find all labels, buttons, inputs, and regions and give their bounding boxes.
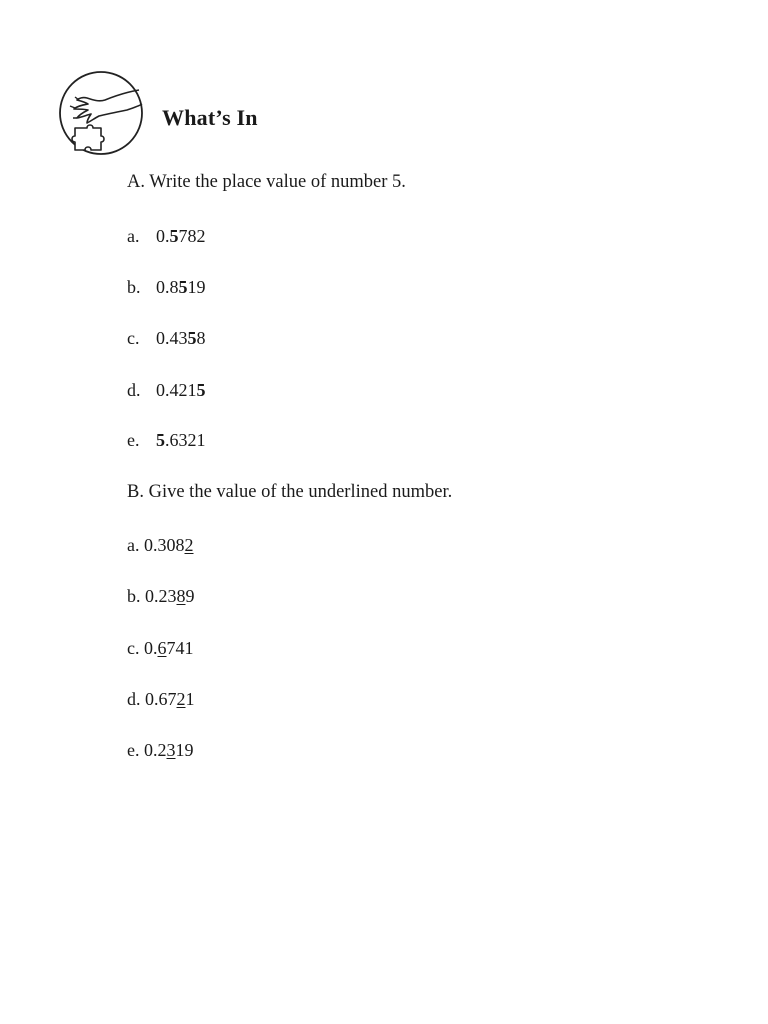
section-heading: What’s In [162, 105, 258, 130]
item-number-suffix: 9 [185, 586, 195, 606]
hand-puzzle-icon [57, 70, 147, 158]
item-number-highlight: 5 [169, 226, 179, 246]
item-number-suffix: 1 [185, 689, 195, 709]
item-number-underlined: 2 [184, 535, 194, 555]
part-a-item [127, 380, 206, 401]
part-b-item [127, 689, 195, 710]
item-number-highlight: 5 [187, 328, 197, 348]
part-a-item [127, 226, 206, 247]
item-number-suffix: 741 [166, 638, 194, 658]
item-number-highlight: 5 [156, 430, 165, 450]
item-number-suffix: 19 [187, 277, 206, 297]
item-label: b. [127, 586, 141, 606]
item-number-underlined: 6 [157, 638, 167, 658]
item-number-prefix: 0.8 [156, 277, 179, 297]
item-number-prefix: 0.43 [156, 328, 188, 348]
item-number-suffix: 782 [178, 226, 206, 246]
item-label: a. [127, 535, 140, 555]
item-label: a. [127, 226, 140, 246]
part-b-instruction: B. Give the value of the underlined number. [127, 482, 453, 502]
item-number-prefix: 0.67 [145, 689, 177, 709]
item-number-underlined: 3 [166, 740, 176, 760]
item-number-underlined: 2 [176, 689, 186, 709]
item-number-suffix: 19 [175, 740, 194, 760]
item-label: d. [127, 380, 141, 400]
part-b-item [127, 535, 194, 556]
item-number-prefix: 0.2 [144, 740, 167, 760]
part-a-item [127, 430, 206, 451]
part-b-item [127, 586, 195, 607]
item-label: d. [127, 689, 141, 709]
item-number-prefix: 0.308 [144, 535, 185, 555]
item-number-underlined: 8 [176, 586, 186, 606]
part-b-item [127, 638, 194, 659]
item-number-suffix: .6321 [165, 430, 206, 450]
part-a-instruction: A. Write the place value of number 5. [127, 172, 406, 192]
item-number-highlight: 5 [178, 277, 188, 297]
part-a-item [127, 328, 206, 349]
item-number-highlight: 5 [196, 380, 206, 400]
item-label: c. [127, 328, 140, 348]
item-number-suffix: 8 [196, 328, 206, 348]
item-label: c. [127, 638, 140, 658]
part-a-item [127, 277, 206, 298]
item-number-prefix: 0.23 [145, 586, 177, 606]
item-number-prefix: 0.421 [156, 380, 197, 400]
item-label: b. [127, 277, 141, 297]
item-number-prefix: 0. [156, 226, 170, 246]
item-label: e. [127, 740, 140, 760]
item-label: e. [127, 430, 140, 450]
item-number-prefix: 0. [144, 638, 158, 658]
part-b-item [127, 740, 194, 761]
